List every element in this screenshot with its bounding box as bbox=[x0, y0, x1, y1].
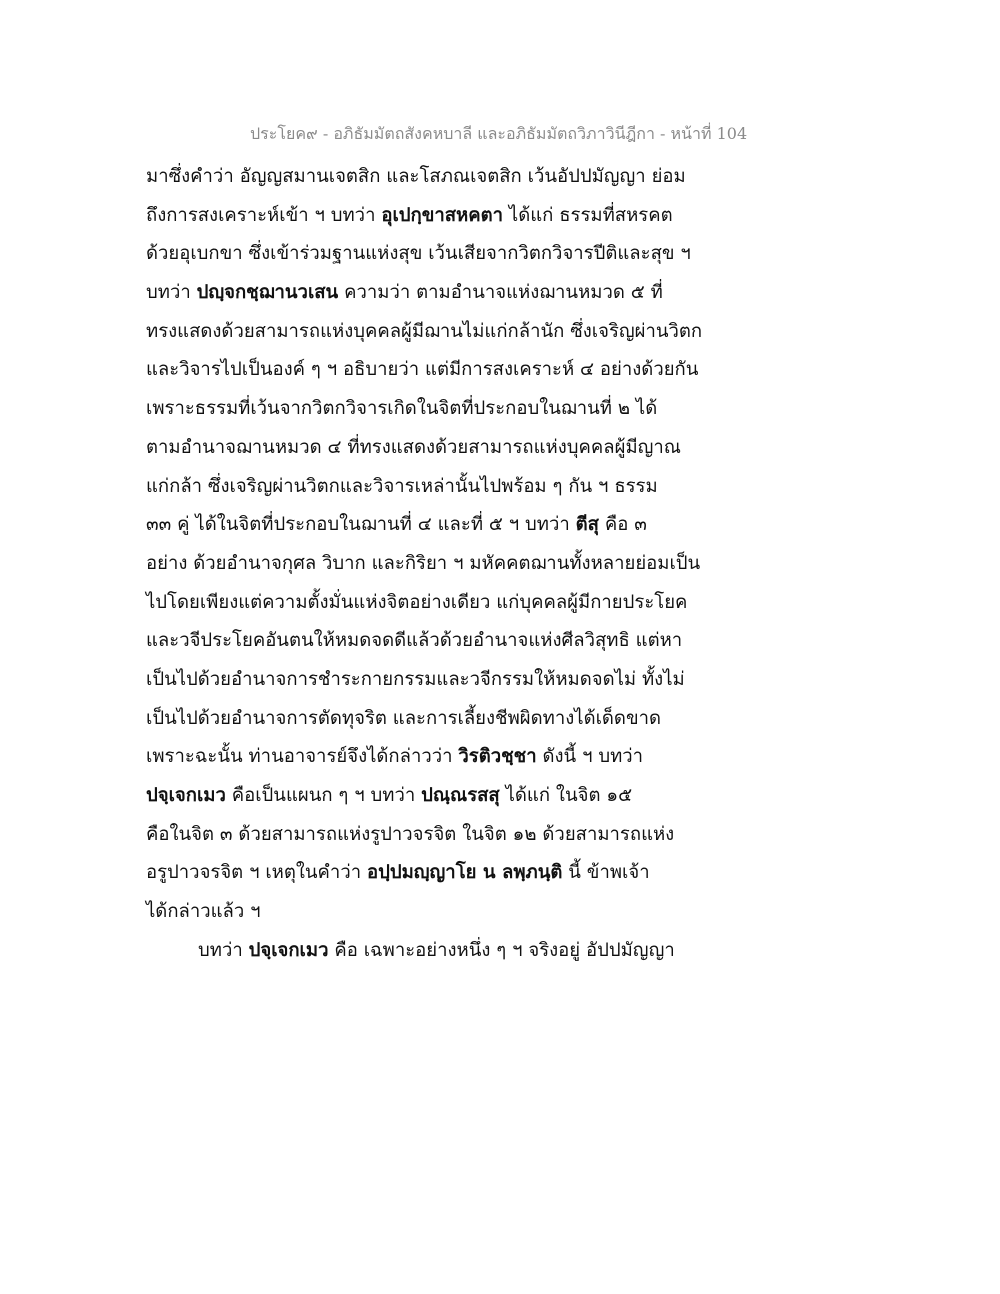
text-line bbox=[146, 777, 706, 816]
text-line bbox=[146, 506, 706, 545]
text-segment: คือ เฉพาะอย่างหนึ่ง ๆ ฯ จริงอยู่ อัปปมัญญา bbox=[328, 939, 675, 961]
text-line bbox=[146, 274, 706, 313]
document-body bbox=[146, 158, 706, 970]
bold-term: อปฺปมญฺญาโย น ลพฺภนฺติ bbox=[366, 862, 563, 884]
text-line bbox=[146, 429, 706, 468]
text-line bbox=[146, 700, 706, 739]
text-line bbox=[146, 545, 706, 584]
bold-term: ปญฺจกชฺฌานวเสน bbox=[196, 282, 339, 304]
text-segment: บทว่า bbox=[198, 939, 249, 961]
text-line bbox=[146, 351, 706, 390]
text-line bbox=[146, 622, 706, 661]
text-segment: นี้ ข้าพเจ้า bbox=[562, 862, 650, 884]
text-line bbox=[146, 158, 706, 197]
text-line bbox=[146, 584, 706, 623]
text-segment: บทว่า bbox=[146, 282, 197, 304]
text-segment: ความว่า ตามอำนาจแห่งฌานหมวด ๕ ที่ bbox=[338, 282, 663, 304]
text-segment: ได้แก่ ธรรมที่สหรคต bbox=[503, 204, 673, 226]
text-segment: ๓๓ คู่ ได้ในจิตที่ประกอบในฌานที่ ๔ และที่ ๕ ฯ บทว่า bbox=[146, 514, 576, 536]
text-segment: ได้แก่ ในจิต ๑๕ bbox=[499, 785, 633, 806]
bold-term: ปณฺณรสสุ bbox=[421, 785, 500, 806]
bold-term: ปจฺเจกเมว bbox=[146, 785, 226, 806]
text-segment: อย่าง ด้วยอำนาจกุศล วิบาก และกิริยา ฯ มหัคคตฌานทั้งหลายย่อมเป็น bbox=[146, 552, 701, 574]
text-segment: เพราะฉะนั้น ท่านอาจารย์จึงได้กล่าวว่า bbox=[146, 746, 459, 768]
text-segment: ด้วยอุเบกขา ซึ่งเข้าร่วมฐานแห่งสุข เว้นเสียจากวิตกวิจารปีติและสุข ฯ bbox=[146, 243, 691, 265]
text-line bbox=[146, 893, 706, 932]
text-segment: ทรงแสดงด้วยสามารถแห่งบุคคลผู้มีฌานไม่แก่กล้านัก ซึ่งเจริญผ่านวิตก bbox=[146, 320, 703, 342]
text-segment: เป็นไปด้วยอำนาจการชำระกายกรรมและวจีกรรมให้หมดจดไม่ ทั้งไม่ bbox=[146, 668, 685, 690]
text-line bbox=[146, 932, 706, 971]
text-line bbox=[146, 313, 706, 352]
text-segment: ดังนี้ ฯ บทว่า bbox=[536, 746, 644, 768]
text-line bbox=[146, 235, 706, 274]
text-line bbox=[146, 854, 706, 893]
text-segment: อรูปาวจรจิต ฯ เหตุในคำว่า bbox=[146, 862, 367, 884]
text-segment: เป็นไปด้วยอำนาจการตัดทุจริต และการเลี้ยงชีพผิดทางได้เด็ดขาด bbox=[146, 707, 661, 729]
text-segment: มาซึ่งคำว่า อัญญสมานเจตสิก และโสภณเจตสิก เว้นอัปปมัญญา ย่อม bbox=[146, 166, 686, 187]
text-segment: และวจีประโยคอันตนให้หมดจดดีแล้วด้วยอำนาจแห่งศีลวิสุทธิ แต่หา bbox=[146, 630, 683, 652]
text-segment: คือ ๓ bbox=[598, 514, 647, 536]
text-segment: คือในจิต ๓ ด้วยสามารถแห่งรูปาวจรจิต ในจิต ๑๒ ด้วยสามารถแห่ง bbox=[146, 823, 675, 845]
text-line bbox=[146, 816, 706, 855]
text-line bbox=[146, 197, 706, 236]
text-segment: และวิจารไปเป็นองค์ ๆ ฯ อธิบายว่า แต่มีการสงเคราะห์ ๔ อย่างด้วยกัน bbox=[146, 359, 699, 381]
bold-term: อุเปกฺขาสหคตา bbox=[381, 204, 504, 226]
page-header: ประโยค๙ - อภิธัมมัตถสังคหบาลี และอภิธัมมัตถวิภาวินีฎีกา - หน้าที่ 104 bbox=[250, 124, 748, 143]
text-segment: ถึงการสงเคราะห์เข้า ฯ บทว่า bbox=[146, 204, 382, 226]
text-segment: แก่กล้า ซึ่งเจริญผ่านวิตกและวิจารเหล่านั้นไปพร้อม ๆ กัน ฯ ธรรม bbox=[146, 475, 658, 497]
text-segment: ได้กล่าวแล้ว ฯ bbox=[146, 901, 261, 923]
text-segment: ตามอำนาจฌานหมวด ๔ ที่ทรงแสดงด้วยสามารถแห่งบุคคลผู้มีญาณ bbox=[146, 436, 681, 458]
text-segment: คือเป็นแผนก ๆ ฯ บทว่า bbox=[225, 785, 422, 806]
text-line bbox=[146, 390, 706, 429]
text-segment: ไปโดยเพียงแต่ความตั้งมั่นแห่งจิตอย่างเดียว แก่บุคคลผู้มีกายประโยค bbox=[146, 591, 688, 613]
text-line bbox=[146, 468, 706, 507]
text-line bbox=[146, 661, 706, 700]
bold-term: วิรติวชฺชา bbox=[458, 746, 537, 768]
bold-term: ปจฺเจกเมว bbox=[248, 939, 329, 961]
text-segment: เพราะธรรมที่เว้นจากวิตกวิจารเกิดในจิตที่ประกอบในฌานที่ ๒ ได้ bbox=[146, 398, 658, 420]
bold-term: ตีสุ bbox=[575, 514, 599, 536]
text-line bbox=[146, 738, 706, 777]
